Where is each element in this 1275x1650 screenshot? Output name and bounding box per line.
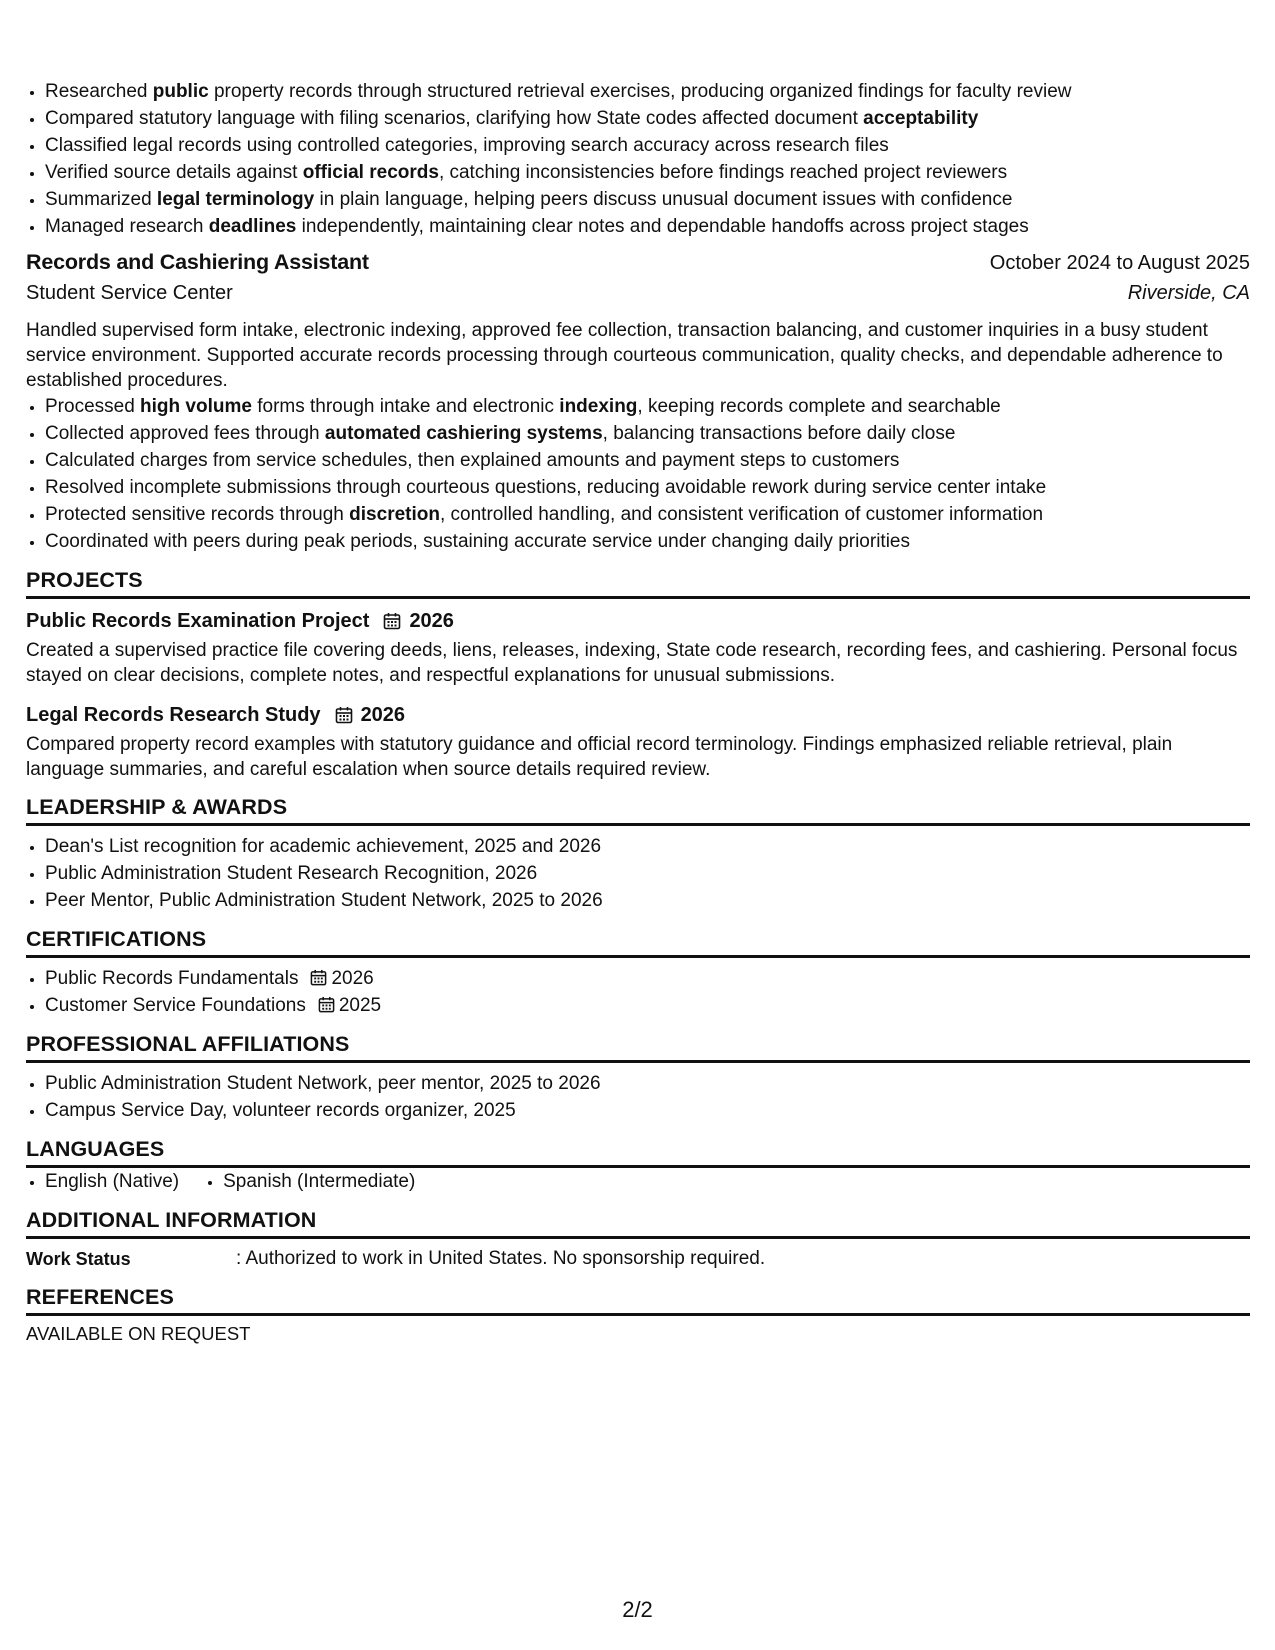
list-item <box>45 132 1250 159</box>
language-item: • Spanish (Intermediate) <box>223 1168 415 1195</box>
references-section <box>26 1285 1250 1345</box>
bullet-text: Summarized <box>45 189 157 210</box>
page-number: 2/2 <box>622 1597 653 1622</box>
resume-page <box>26 78 1250 1345</box>
work-status-row <box>26 1246 1250 1272</box>
section-heading: ADDITIONAL INFORMATION <box>26 1208 1250 1239</box>
job-employer: Student Service Center <box>26 282 233 304</box>
languages-list <box>26 1168 1250 1195</box>
bullet-bold-text: deadlines <box>208 216 297 237</box>
affiliations-list <box>26 1070 1250 1124</box>
bullet-text: , controlled handling, and consistent verification of customer information <box>439 504 1044 525</box>
job-subheader <box>26 282 1250 314</box>
languages-section <box>26 1137 1250 1195</box>
bullet-text: Resolved incomplete submissions through courteous questions, reducing avoidable rework during service center intake <box>45 477 1047 498</box>
calendar-icon <box>335 706 353 724</box>
bullet-text: Protected sensitive records through <box>45 504 350 525</box>
section-heading: PROJECTS <box>26 568 1250 599</box>
list-item <box>45 105 1250 132</box>
work-status-label: Work Status <box>26 1249 131 1269</box>
projects-body <box>26 606 1250 782</box>
list-item: • Peer Mentor, Public Administration Student Network, 2025 to 2026 <box>45 887 1250 914</box>
additional-info-section <box>26 1208 1250 1272</box>
bullet-text: Verified source details against <box>45 162 303 183</box>
bullet-text: property records through structured retrieval exercises, producing organized findings for faculty review <box>208 81 1072 102</box>
bullet-text: Compared statutory language with filing scenarios, clarifying how State codes affected document <box>45 108 864 129</box>
job-header <box>26 250 1250 282</box>
bullet-bold-text: legal terminology <box>156 189 315 210</box>
job-entry <box>26 250 1250 555</box>
list-item: • Dean's List recognition for academic achievement, 2025 and 2026 <box>45 833 1250 860</box>
bullet-text: Researched <box>45 81 153 102</box>
bullet-bold-text: discretion <box>349 504 440 525</box>
job-location: Riverside, CA <box>1127 282 1250 304</box>
project-title: Public Records Examination Project <box>26 609 370 632</box>
certifications-section <box>26 927 1250 1019</box>
bullet-text: , catching inconsistencies before findings reached project reviewers <box>438 162 1008 183</box>
project-year: 2026 <box>360 703 406 726</box>
section-heading: REFERENCES <box>26 1285 1250 1316</box>
project-description: Created a supervised practice file covering deeds, liens, releases, indexing, State code research, recording fees, and cashiering. Personal focus stayed on clear decisions, complete notes, and respectful explanations for unusual submissions. <box>26 640 1238 686</box>
list-item <box>45 213 1250 240</box>
bullet-text: Classified legal records using controlled categories, improving search accuracy across research files <box>45 135 889 156</box>
section-heading: LEADERSHIP & AWARDS <box>26 795 1250 826</box>
calendar-icon <box>318 996 335 1013</box>
job-summary: Handled supervised form intake, electronic indexing, approved fee collection, transaction balancing, and customer inquiries in a busy student service environment. Supported accurate records processing through courteous communication, quality checks, and dependable adherence to established procedures. <box>26 320 1223 391</box>
leadership-list <box>26 833 1250 914</box>
certification-name: Customer Service Foundations <box>45 995 306 1016</box>
list-item: • Public Administration Student Network, peer mentor, 2025 to 2026 <box>45 1070 1250 1097</box>
list-item <box>45 159 1250 186</box>
calendar-icon <box>383 612 401 630</box>
list-item <box>45 78 1250 105</box>
references-text: AVAILABLE ON REQUEST <box>26 1323 251 1344</box>
bullet-bold-text: indexing <box>559 396 638 417</box>
bullet-text: Managed research <box>45 216 209 237</box>
list-item <box>45 528 1250 555</box>
certification-year: 2026 <box>331 968 374 989</box>
certification-name: Public Records Fundamentals <box>45 968 299 989</box>
bullet-text: Collected approved fees through <box>45 423 325 444</box>
intro-bullet-list <box>26 78 1250 240</box>
bullet-text: Coordinated with peers during peak periods, sustaining accurate service under changing daily priorities <box>45 531 910 552</box>
project-description: Compared property record examples with statutory guidance and official record terminology. Findings emphasized reliable retrieval, plain language summaries, and careful escalation when source details required review. <box>26 734 1173 780</box>
job-title: Records and Cashiering Assistant <box>26 250 369 274</box>
section-heading: PROFESSIONAL AFFILIATIONS <box>26 1032 1250 1063</box>
bullet-bold-text: acceptability <box>863 108 979 129</box>
bullet-bold-text: high volume <box>140 396 252 417</box>
list-item <box>45 965 1250 992</box>
language-item: • English (Native) <box>45 1168 179 1195</box>
list-item <box>45 992 1250 1019</box>
list-item <box>45 186 1250 213</box>
bullet-text: in plain language, helping peers discuss unusual document issues with confidence <box>314 189 1013 210</box>
section-heading: LANGUAGES <box>26 1137 1250 1168</box>
calendar-icon <box>310 969 327 986</box>
list-item <box>45 420 1250 447</box>
work-status-value: : Authorized to work in United States. No sponsorship required. <box>236 1248 766 1269</box>
project-header <box>26 700 1250 730</box>
project-year: 2026 <box>409 609 454 632</box>
affiliations-section <box>26 1032 1250 1124</box>
project-title: Legal Records Research Study <box>26 703 321 726</box>
list-item <box>45 393 1250 420</box>
bullet-text: Processed <box>45 396 141 417</box>
bullet-bold-text: automated cashiering systems <box>324 423 603 444</box>
job-bullet-list <box>26 393 1250 555</box>
bullet-text: Calculated charges from service schedules, then explained amounts and payment steps to customers <box>45 450 900 471</box>
bullet-text: forms through intake and electronic <box>251 396 560 417</box>
list-item <box>45 447 1250 474</box>
list-item <box>45 474 1250 501</box>
project-header <box>26 606 1250 636</box>
list-item: • Public Administration Student Research Recognition, 2026 <box>45 860 1250 887</box>
bullet-text: , keeping records complete and searchable <box>637 396 1001 417</box>
projects-section <box>26 568 1250 782</box>
certification-year: 2025 <box>338 995 382 1016</box>
list-item <box>45 501 1250 528</box>
certifications-list <box>26 965 1250 1019</box>
bullet-text: , balancing transactions before daily close <box>602 423 956 444</box>
bullet-bold-text: public <box>152 81 209 102</box>
section-heading: CERTIFICATIONS <box>26 927 1250 958</box>
leadership-section <box>26 795 1250 914</box>
bullet-text: independently, maintaining clear notes and dependable handoffs across project stages <box>296 216 1029 237</box>
bullet-bold-text: official records <box>302 162 439 183</box>
list-item: • Campus Service Day, volunteer records organizer, 2025 <box>45 1097 1250 1124</box>
job-dates: October 2024 to August 2025 <box>989 252 1250 274</box>
